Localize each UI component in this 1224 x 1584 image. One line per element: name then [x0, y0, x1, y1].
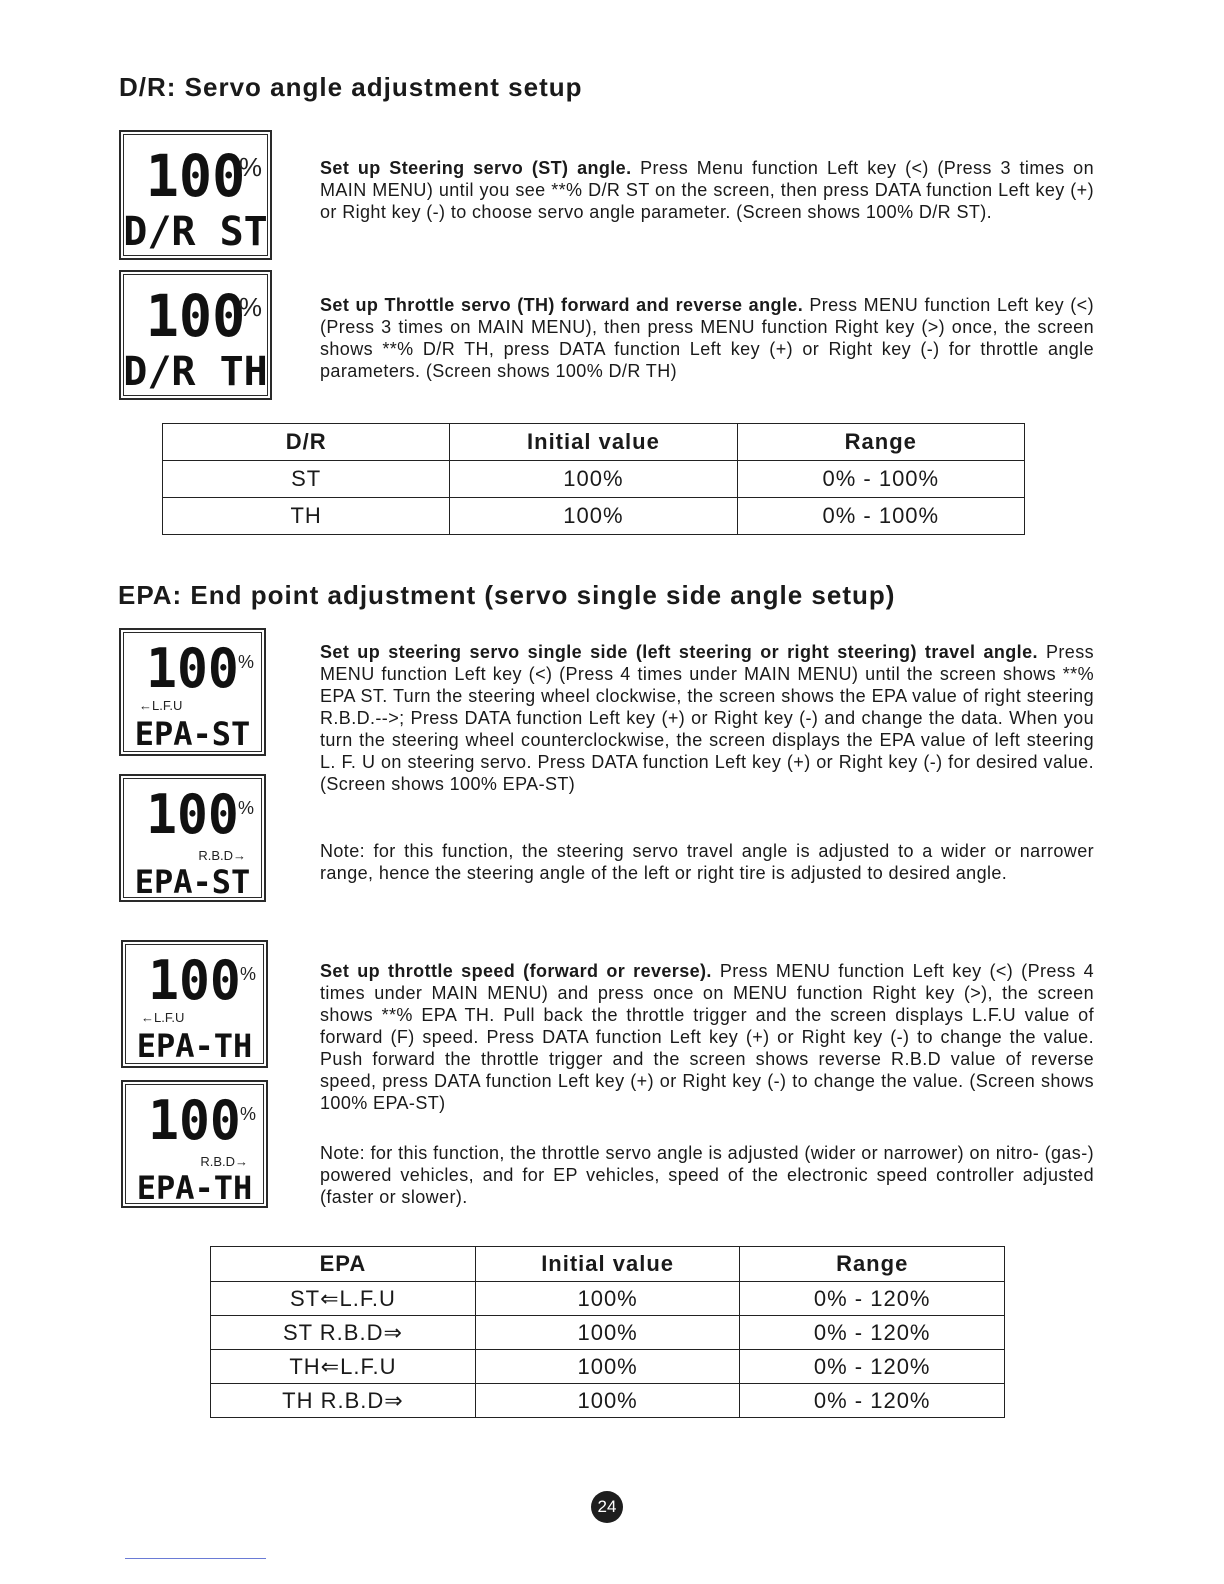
lcd-value: 100	[146, 783, 239, 846]
dr-settings-table	[162, 423, 1025, 535]
lcd-mode-label: EPA-ST	[134, 715, 251, 753]
paragraph-heading: Set up throttle speed (forward or reverse).	[320, 961, 712, 981]
table-row	[163, 498, 1025, 535]
dr-section-title: D/R: Servo angle adjustment setup	[119, 72, 583, 102]
table-header: Initial value	[450, 424, 737, 461]
table-cell: TH R.B.D⇒	[211, 1384, 476, 1418]
paragraph-heading: Set up Throttle servo (TH) forward and reverse angle.	[320, 295, 804, 315]
table-cell: TH⇐L.F.U	[211, 1350, 476, 1384]
lcd-value: 100	[146, 637, 239, 700]
footer-divider	[125, 1558, 266, 1559]
table-cell: 100%	[450, 498, 737, 535]
dr-throttle-paragraph	[320, 294, 1094, 382]
lcd-direction-indicator: ←L.F.U	[141, 1010, 185, 1025]
epa-steering-note: Note: for this function, the steering servo travel angle is adjusted to a wider or narrower range, hence the steering angle of the left or right tire is adjusted to desired angle.	[320, 841, 1094, 883]
page-number-badge: 24	[591, 1491, 623, 1523]
lcd-value: 100	[145, 282, 246, 350]
table-header-row	[163, 424, 1025, 461]
dr-steering-paragraph	[320, 157, 1094, 223]
table-cell: ST⇐L.F.U	[211, 1282, 476, 1316]
lcd-percent: %	[238, 292, 262, 322]
paragraph-body: Press MENU function Left key (<) (Press 4 times under MAIN MENU) and press once on MENU function Right key (>), the screen shows **% EPA TH. Pull back the throttle trigger and the screen displays L.F.U value of forward (F) speed. Press DATA function Left key (+) or Right key (-) to change the value. Push forward the throttle trigger and the screen shows reverse R.B.D value of reverse speed, press DATA function Left key (+) or Right key (-) to change the value. (Screen shows 100% EPA-ST)	[320, 961, 1094, 1113]
table-cell: 100%	[475, 1350, 740, 1384]
paragraph-heading: Set up steering servo single side (left steering or right steering) travel angle.	[320, 642, 1038, 662]
table-header-row	[211, 1247, 1005, 1282]
table-cell: 0% - 120%	[740, 1282, 1005, 1316]
lcd-value: 100	[148, 949, 241, 1012]
lcd-mode-label: D/R ST	[123, 209, 268, 255]
paragraph-heading: Set up Steering servo (ST) angle.	[320, 158, 632, 178]
table-cell: ST R.B.D⇒	[211, 1316, 476, 1350]
table-cell: 0% - 120%	[740, 1316, 1005, 1350]
table-header: D/R	[163, 424, 450, 461]
table-row	[211, 1384, 1005, 1418]
epa-throttle-note: Note: for this function, the throttle servo angle is adjusted (wider or narrower) on nitro- (gas-) powered vehicles, and for EP vehicles, speed of the electronic speed controller adjusted (faster or slower).	[320, 1143, 1094, 1207]
lcd-mode-label: EPA-TH	[136, 1027, 253, 1065]
lcd-direction-indicator: R.B.D→	[198, 848, 246, 863]
lcd-percent: %	[237, 652, 254, 672]
table-header: EPA	[211, 1247, 476, 1282]
paragraph-body: Press Menu function Left key (<) (Press 3 times on MAIN MENU) until you see **% D/R ST on the screen, then press DATA function Left key (+) or Right key (-) to choose servo angle parameter. (Screen shows 100% D/R ST).	[320, 158, 1094, 222]
table-cell: 0% - 100%	[737, 461, 1024, 498]
lcd-screen-dr-th	[119, 270, 272, 400]
table-cell: 100%	[475, 1316, 740, 1350]
table-cell: ST	[163, 461, 450, 498]
table-cell: 100%	[475, 1282, 740, 1316]
lcd-value: 100	[148, 1089, 241, 1152]
table-cell: 100%	[475, 1384, 740, 1418]
lcd-mode-label: EPA-TH	[136, 1169, 253, 1207]
lcd-screen-epa-st-left	[119, 628, 266, 756]
table-cell: 0% - 120%	[740, 1384, 1005, 1418]
lcd-screen-dr-st	[119, 130, 272, 260]
table-cell: 100%	[450, 461, 737, 498]
table-header: Initial value	[475, 1247, 740, 1282]
lcd-value: 100	[145, 142, 246, 210]
lcd-direction-indicator: R.B.D→	[200, 1154, 248, 1169]
epa-section-title: EPA: End point adjustment (servo single side angle setup)	[118, 580, 896, 610]
table-header: Range	[737, 424, 1024, 461]
lcd-percent: %	[237, 798, 254, 818]
table-row	[163, 461, 1025, 498]
table-row	[211, 1282, 1005, 1316]
table-row	[211, 1316, 1005, 1350]
lcd-percent: %	[239, 964, 256, 984]
epa-throttle-paragraph	[320, 960, 1094, 1114]
paragraph-body: Press MENU function Left key (<) (Press 4 times under MAIN MENU) until the screen shows **% EPA ST. Turn the steering wheel clockwise, the screen shows the EPA value of right steering R.B.D.-->; Press DATA function Left key (+) or Right key (-) and change the data. When you turn the steering wheel counterclockwise, the screen displays the EPA value of left steering L. F. U on steering servo. Press DATA function Left key (+) or Right key (-) for desired value. (Screen shows 100% EPA-ST)	[320, 642, 1094, 794]
epa-steering-paragraph	[320, 641, 1094, 795]
lcd-screen-epa-th-right	[121, 1080, 268, 1208]
lcd-mode-label: D/R TH	[123, 349, 268, 395]
epa-settings-table	[210, 1246, 1005, 1418]
lcd-percent: %	[238, 152, 262, 182]
table-cell: 0% - 120%	[740, 1350, 1005, 1384]
table-header: Range	[740, 1247, 1005, 1282]
lcd-screen-epa-st-right	[119, 774, 266, 902]
lcd-screen-epa-th-left	[121, 940, 268, 1068]
table-row	[211, 1350, 1005, 1384]
table-cell: TH	[163, 498, 450, 535]
lcd-percent: %	[239, 1104, 256, 1124]
table-cell: 0% - 100%	[737, 498, 1024, 535]
lcd-mode-label: EPA-ST	[134, 863, 251, 901]
paragraph-body: Press MENU function Left key (<) (Press 3 times on MAIN MENU), then press MENU function Right key (>) once, the screen shows **% D/R TH, press DATA function Left key (+) or Right key (-) for throttle angle parameters. (Screen shows 100% D/R TH)	[320, 295, 1094, 381]
lcd-direction-indicator: ←L.F.U	[139, 698, 183, 713]
